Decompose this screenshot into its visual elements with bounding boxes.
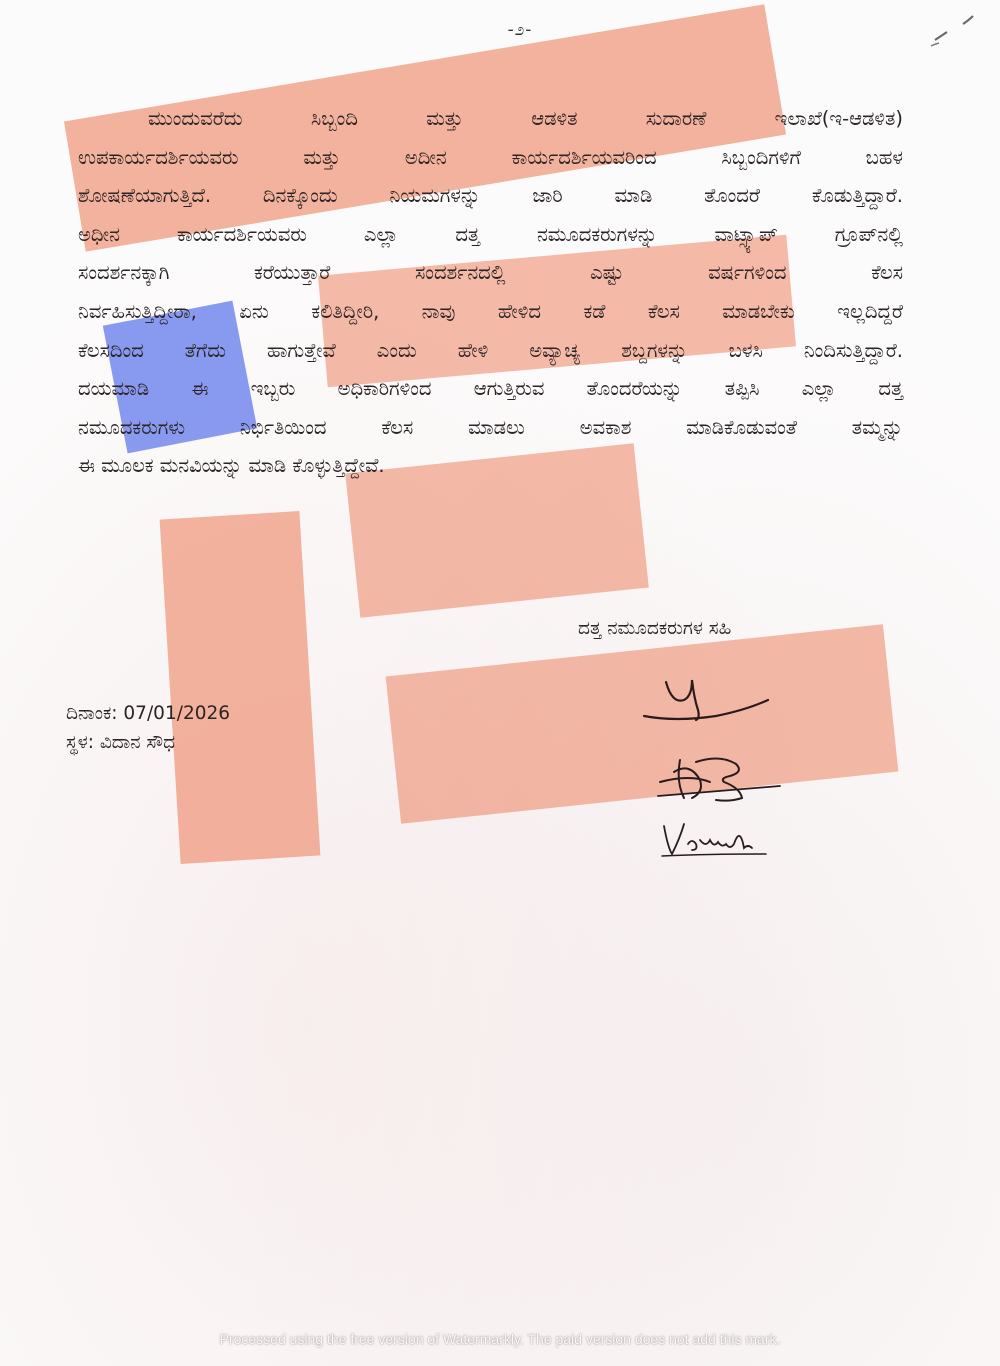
overlay-block-vertical — [160, 511, 321, 864]
letter-body — [78, 100, 903, 486]
watermark-text: Processed using the free version of Watermarkly. The paid version does not add this mark. — [219, 1331, 781, 1347]
body-line: ಕೆಲಸದಿಂದ ತೆಗೆದು ಹಾಗುತ್ತೇವೆ ಎಂದು ಹೇಳಿ ಅವ್ಯಾಚ್ಯ ಶಬ್ದಗಳನ್ನು ಬಳಸಿ ನಿಂದಿಸುತ್ತಿದ್ದಾರೆ. — [78, 338, 903, 362]
body-line: ದಯಮಾಡಿ ಈ ಇಬ್ಬರು ಅಧಿಕಾರಿಗಳಿಂದ ಆಗುತ್ತಿರುವ ತೊಂದರೆಯನ್ನು ತಪ್ಪಿಸಿ ಎಲ್ಲಾ ದತ್ತ — [78, 377, 903, 401]
body-line: ನಿರ್ವಹಿಸುತ್ತಿದ್ದೀರಾ, ಏನು ಕಲಿತಿದ್ದೀರಿ, ನಾವು ಹೇಳಿದ ಕಡೆ ಕೆಲಸ ಮಾಡಬೇಕು ಇಲ್ಲದಿದ್ದರೆ — [78, 299, 903, 323]
body-line: ಉಪಕಾರ್ಯದರ್ಶಿಯವರು ಮತ್ತು ಅದೀನ ಕಾರ್ಯದರ್ಶಿಯವರಿಂದ ಸಿಬ್ಬಂದಿಗಳಿಗೆ ಬಹಳ — [78, 145, 903, 169]
body-line: ಅಧೀನ ಕಾರ್ಯದರ್ಶಿಯವರು ಎಲ್ಲಾ ದತ್ತ ನಮೂದಕರುಗಳನ್ನು ವಾಟ್ಸ್ಯಾಪ್ ಗ್ರೂಪ್‌ನಲ್ಲಿ — [78, 222, 903, 246]
margin-tick-marks — [925, 10, 985, 50]
body-line: ಈ ಮೂಲಕ ಮನವಿಯನ್ನು ಮಾಡಿ ಕೊಳ್ಳುತ್ತಿದ್ದೇವೆ. — [78, 454, 385, 478]
body-line: ಶೋಷಣೆಯಾಗುತ್ತಿದೆ. ದಿನಕ್ಕೊಂದು ನಿಯಮಗಳನ್ನು ಜಾರಿ ಮಾಡಿ ತೊಂದರೆ ಕೊಡುತ್ತಿದ್ದಾರೆ. — [78, 184, 903, 208]
signature-2 — [650, 752, 790, 812]
signatories-label: ದತ್ತ ನಮೂದಕರುಗಳ ಸಹಿ — [578, 618, 732, 639]
date-line: ದಿನಾಂಕ: 07/01/2026 — [66, 703, 231, 724]
signature-1 — [636, 670, 776, 730]
body-line: ಮುಂದುವರೆದು ಸಿಬ್ಬಂದಿ ಮತ್ತು ಆಡಳಿತ ಸುದಾರಣೆ ಇಲಾಖೆ(ಇ-ಆಡಳಿತ) — [148, 107, 903, 130]
page-number: -೨- — [507, 20, 533, 40]
body-line: ಸಂದರ್ಶನಕ್ಕಾಗಿ ಕರೆಯುತ್ತಾರೆ ಸಂದರ್ಶನದಲ್ಲಿ ಎಷ್ಟು ವರ್ಷಗಳಿಂದ ಕೆಲಸ — [78, 261, 903, 285]
place-line: ಸ್ಥಳ: ವಿದಾನ ಸೌಧ — [66, 732, 176, 753]
body-line: ನಮೂದಕರುಗಳು ನಿರ್ಭಿತಿಯಿಂದ ಕೆಲಸ ಮಾಡಲು ಅವಕಾಶ ಮಾಡಿಕೊಡುವಂತೆ ತಮ್ಮನ್ನು — [78, 415, 903, 439]
signature-3 — [658, 818, 770, 860]
